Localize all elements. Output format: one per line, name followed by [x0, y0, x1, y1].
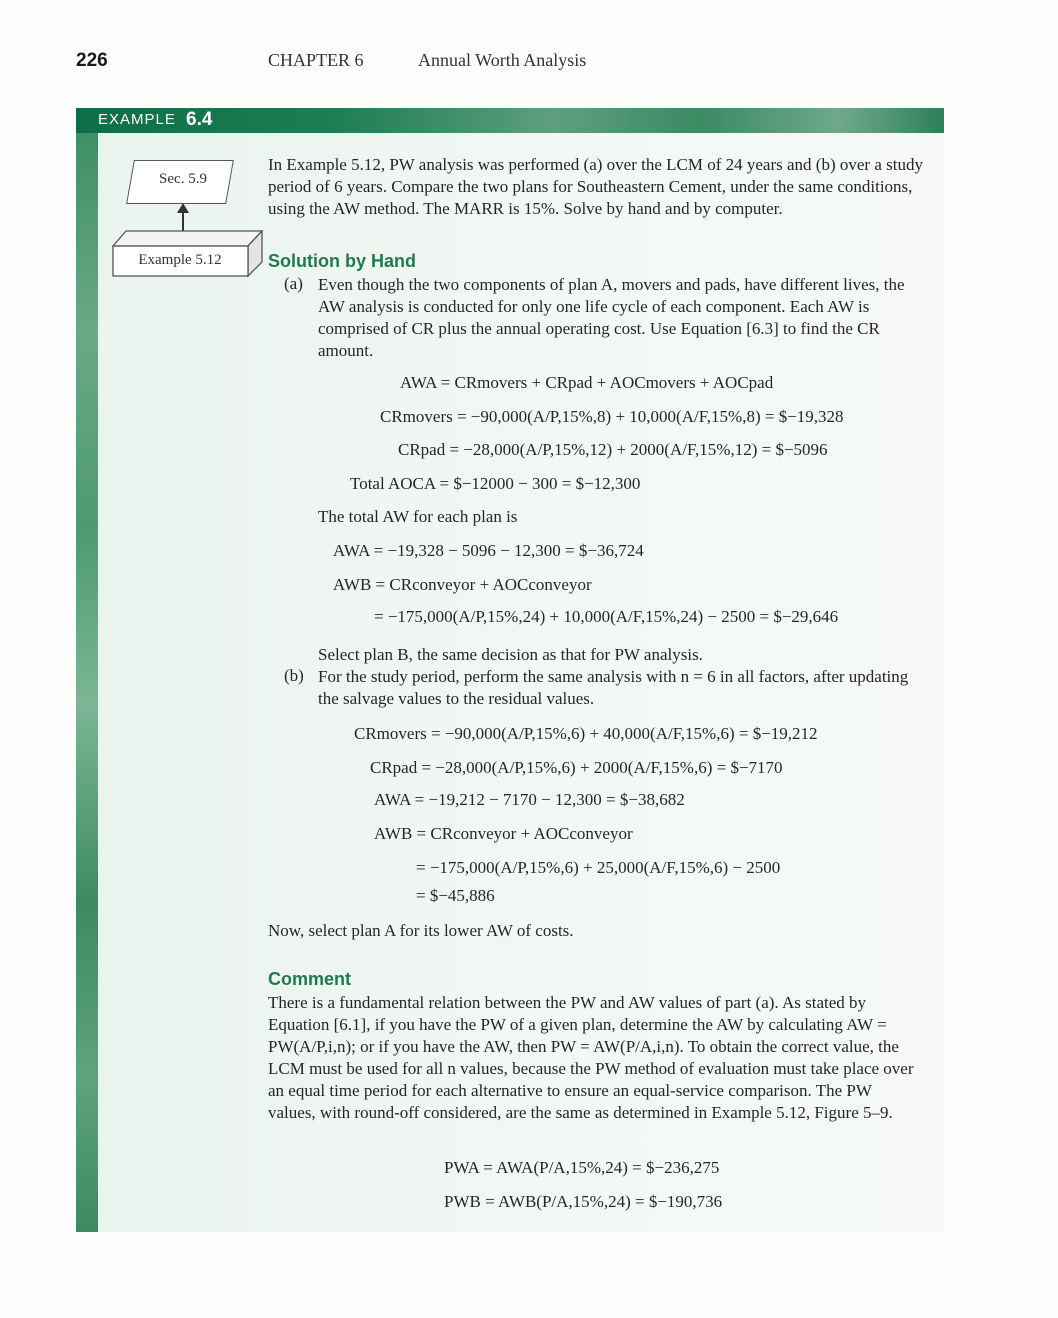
equation-a5: AWA = −19,328 − 5096 − 12,300 = $−36,724 [333, 541, 644, 560]
equation-final-2: PWB = AWB(P/A,15%,24) = $−190,736 [444, 1192, 723, 1211]
equation-b2: CRpad = −28,000(A/P,15%,6) + 2000(A/F,15%,6) = $−7170 [370, 758, 783, 777]
equation-b5: = −175,000(A/P,15%,6) + 25,000(A/F,15%,6) − 2500 [416, 858, 781, 877]
part-b-label: (b) [284, 666, 304, 685]
equation-final-1: PWA = AWA(P/A,15%,24) = $−236,275 [444, 1158, 720, 1177]
equation-a1: AWA = CRmovers + CRpad + AOCmovers + AOCpad [400, 373, 774, 392]
chapter-label: CHAPTER 6 [268, 50, 364, 70]
part-b-decision: Now, select plan A for its lower AW of costs. [268, 921, 574, 940]
example-label: EXAMPLE [98, 111, 176, 128]
equation-b1: CRmovers = −90,000(A/P,15%,6) + 40,000(A/F,15%,6) = $−19,212 [354, 724, 818, 743]
equation-a7: = −175,000(A/P,15%,24) + 10,000(A/F,15%,24) − 2500 = $−29,646 [374, 607, 839, 626]
part-a-decision: Select plan B, the same decision as that for PW analysis. [318, 645, 703, 664]
decorative-side-strip [76, 133, 98, 1232]
page-number: 226 [76, 50, 108, 71]
intro-paragraph: In Example 5.12, PW analysis was performed (a) over the LCM of 24 years and (b) over a study period of 6 years. Compare the two plans for Southeastern Cement, under the same conditions, using the AW method. The MARR is 15%. Solve by hand and by computer. [268, 155, 923, 218]
example-reference-label: Example 5.12 [138, 252, 222, 268]
part-a-paragraph: Even though the two components of plan A, movers and pads, have different lives, the AW analysis is conducted for only one life cycle of each component. Each AW is comprised of CR plus the annual operating cost. Use Equation [6.3] to find the CR amount. [318, 275, 905, 360]
example-number: 6.4 [186, 109, 213, 130]
chapter-title: Annual Worth Analysis [418, 50, 587, 70]
part-a-label: (a) [284, 274, 303, 293]
equation-a3: CRpad = −28,000(A/P,15%,12) + 2000(A/F,15%,12) = $−5096 [398, 440, 828, 459]
total-aw-text: The total AW for each plan is [318, 507, 518, 526]
equation-b6: = $−45,886 [416, 886, 495, 905]
comment-paragraph: There is a fundamental relation between the PW and AW values of part (a). As stated by Equation [6.1], if you have the PW of a given plan, determine the AW by calculating AW = PW(A/P,i,n); or if you have the AW, then PW = AW(P/A,i,n). To obtain the correct value, the LCM must be used for all n values, because the PW method of evaluation must take place over an equal time period for each alternative to ensure an equal-service comparison. The PW values, with round-off considered, are the same as determined in Example 5.12, Figure 5–9. [268, 993, 914, 1122]
equation-a4: Total AOCA = $−12000 − 300 = $−12,300 [350, 474, 641, 493]
comment-heading: Comment [268, 969, 352, 989]
equation-b3: AWA = −19,212 − 7170 − 12,300 = $−38,682 [374, 790, 685, 809]
equation-a6: AWB = CRconveyor + AOCconveyor [333, 575, 592, 594]
solution-heading: Solution by Hand [268, 251, 416, 271]
equation-a2: CRmovers = −90,000(A/P,15%,8) + 10,000(A/F,15%,8) = $−19,328 [380, 407, 844, 426]
part-b-paragraph: For the study period, perform the same analysis with n = 6 in all factors, after updating the salvage values to the residual values. [318, 667, 909, 708]
section-reference-label: Sec. 5.9 [159, 171, 207, 187]
equation-b4: AWB = CRconveyor + AOCconveyor [374, 824, 633, 843]
